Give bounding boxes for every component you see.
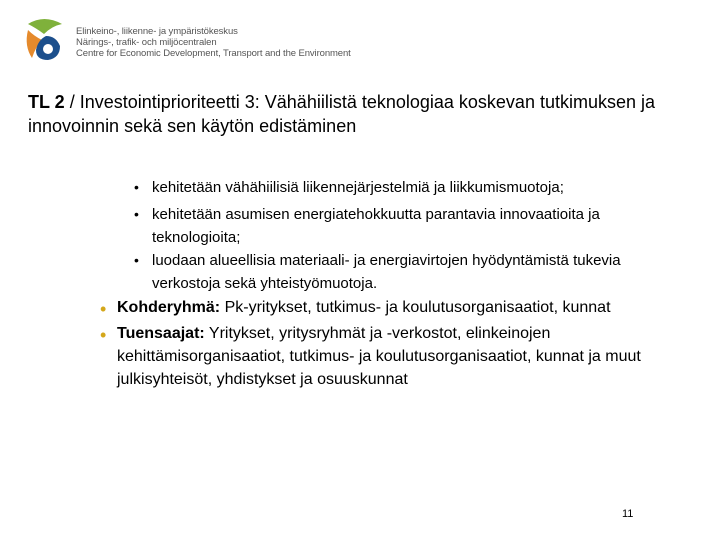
logo-line-sv: Närings-, trafik- och miljöcentralen xyxy=(76,37,217,48)
sub-bullet-item xyxy=(134,176,692,199)
page-title xyxy=(28,90,668,138)
sub-bullet-text: kehitetään vähähiilisiä liikennejärjestelmiä ja liikkumismuotoja; xyxy=(152,179,564,196)
ely-logo xyxy=(22,16,351,68)
bullet-dot-icon: • xyxy=(134,179,139,195)
title-prefix: TL 2 xyxy=(28,92,65,112)
logo-line-fi: Elinkeino-, liikenne- ja ympäristökeskus xyxy=(76,26,238,37)
sub-bullet-text: luodaan alueellisia materiaali- ja energiavirtojen hyödyntämistä tukevia verkostoja sekä yhteistyömuotoja. xyxy=(152,252,621,292)
bullet-dot-icon: • xyxy=(100,325,107,345)
bullet-dot-icon: • xyxy=(134,206,139,222)
main-bullet-label: Kohderyhmä: xyxy=(117,299,221,316)
sub-bullet-text: kehitetään asumisen energiatehokkuutta parantavia innovaatioita ja teknologioita; xyxy=(152,206,600,246)
main-bullet-text: Pk-yritykset, tutkimus- ja koulutusorganisaatiot, kunnat xyxy=(220,299,611,316)
main-bullet-label: Tuensaajat: xyxy=(117,325,205,342)
bullet-dot-icon: • xyxy=(100,299,107,319)
main-bullet-text: Yritykset, yritysryhmät ja -verkostot, elinkeinojen kehittämisorganisaatiot, tutkimus- ja koulutusorganisaatiot, kunnat ja muut julkisyhteisöt, yhdistykset ja osuuskunnat xyxy=(117,325,641,388)
sub-bullet-item xyxy=(134,203,692,249)
page-number: 11 xyxy=(622,508,634,520)
main-bullet-item xyxy=(100,322,687,391)
logo-line-en: Centre for Economic Development, Transport and the Environment xyxy=(76,48,351,59)
main-bullet-item xyxy=(100,296,687,319)
title-text: / Investointiprioriteetti 3: Vähähiilistä teknologiaa koskevan tutkimuksen ja innovoinnin sekä sen käytön edistäminen xyxy=(28,92,656,136)
sub-bullet-item xyxy=(134,249,692,295)
ely-emblem-icon xyxy=(22,16,72,66)
bullet-dot-icon: • xyxy=(134,252,139,268)
